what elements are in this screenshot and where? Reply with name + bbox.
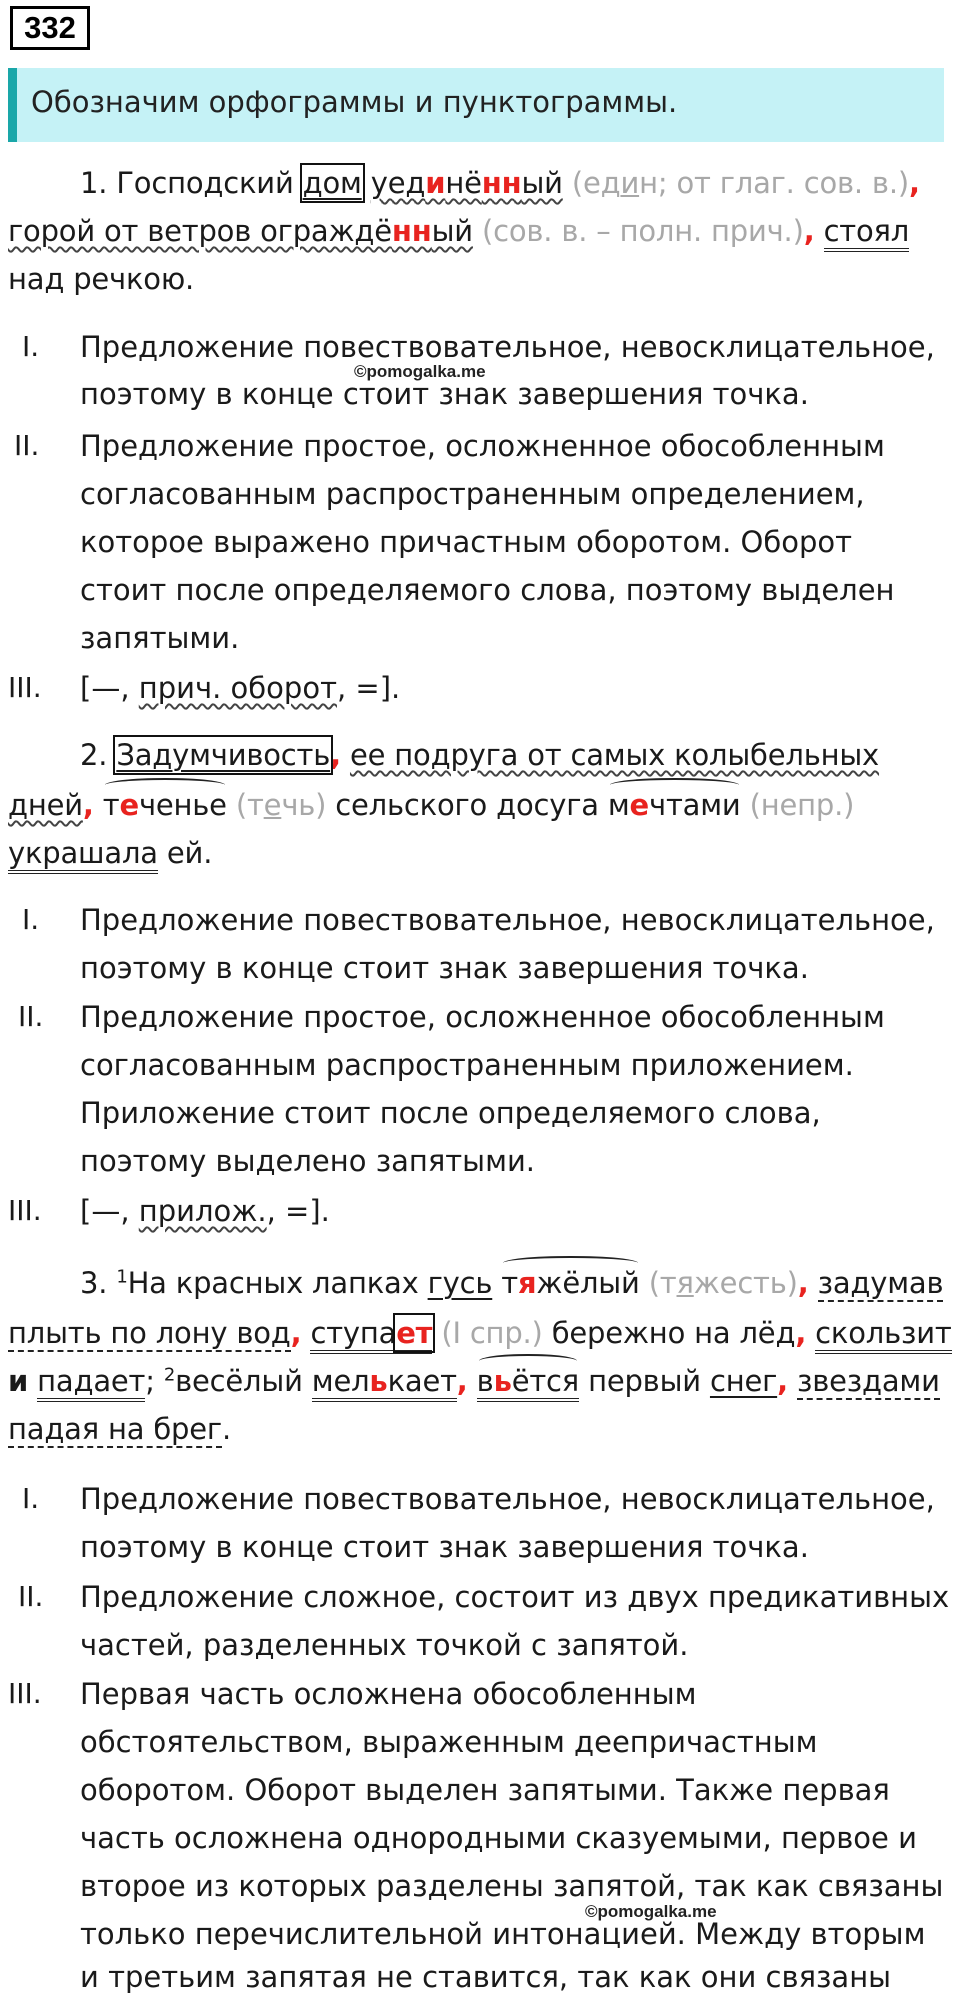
analysis-text: поэтому в конце стоит знак завершения точка. bbox=[80, 377, 809, 411]
part-index: 1 bbox=[116, 1266, 128, 1288]
predicate-word: стоял bbox=[824, 214, 910, 252]
analysis-text: часть осложнена однородными сказуемыми, первое и bbox=[80, 1821, 917, 1855]
roman-numeral: III. bbox=[8, 1194, 42, 1227]
analysis-text: Предложение простое, осложненное обособленным bbox=[80, 429, 885, 463]
semicolon: ; bbox=[145, 1364, 155, 1398]
roman-numeral: III. bbox=[8, 1677, 42, 1710]
note: (сов. в. – полн. прич.) bbox=[482, 214, 804, 248]
note: (един; от глаг. сов. в.) bbox=[571, 166, 909, 200]
word: Господский bbox=[116, 166, 294, 200]
adverbial-phrase: плыть по лону вод bbox=[8, 1316, 291, 1350]
word: На красных лапках bbox=[127, 1266, 419, 1300]
subject-word: гусь bbox=[427, 1266, 493, 1300]
roman-numeral: II. bbox=[18, 1580, 44, 1613]
roman-numeral: I. bbox=[22, 1482, 40, 1515]
word: первый bbox=[588, 1364, 701, 1398]
analysis-text: обстоятельством, выраженным деепричастным bbox=[80, 1725, 818, 1759]
participle-phrase: горой от ветров ограждённый bbox=[8, 214, 473, 248]
note: (непр.) bbox=[749, 788, 855, 822]
part-index: 2 bbox=[163, 1364, 176, 1386]
word: весёлый bbox=[175, 1364, 303, 1398]
comma: , bbox=[803, 214, 815, 248]
appositive-phrase: ее подруга от самых колыбельных bbox=[349, 738, 880, 772]
watermark: ©pomogalka.me bbox=[585, 1902, 717, 1921]
roman-numeral: III. bbox=[8, 671, 42, 704]
task-number: 332 bbox=[10, 6, 90, 50]
predicate-word: падает bbox=[37, 1364, 145, 1402]
analysis-text: поэтому в конце стоит знак завершения точка. bbox=[80, 1530, 809, 1564]
analysis-text: стоит после определяемого слова, поэтому выделен bbox=[80, 573, 895, 607]
word: сельского досуга bbox=[335, 788, 599, 822]
analysis-text: и третьим запятая не ставится, так как они связаны bbox=[80, 1960, 892, 1994]
note: (течь) bbox=[235, 788, 327, 822]
sentence-3-line-1 bbox=[80, 1266, 943, 1300]
predicate-word: украшала bbox=[8, 836, 158, 874]
conjunction: и bbox=[8, 1364, 29, 1398]
comma: , bbox=[330, 738, 341, 772]
sentence-1-line-3 bbox=[8, 262, 194, 296]
scheme: [—, прилож., =]. bbox=[80, 1194, 330, 1228]
analysis-text: Предложение сложное, состоит из двух предикативных bbox=[80, 1580, 950, 1614]
sentence-number: 2. bbox=[80, 738, 108, 772]
analysis-text: запятыми. bbox=[80, 621, 240, 655]
sentence-3-line-4: падая на брег. bbox=[8, 1412, 231, 1446]
note: (тяжесть) bbox=[648, 1266, 798, 1300]
analysis-text: только перечислительной интонацией. Между вторым bbox=[80, 1917, 926, 1951]
analysis-text: Первая часть осложнена обособленным bbox=[80, 1677, 697, 1711]
sentence-1-line-1 bbox=[80, 166, 920, 200]
predicate-word: скользит bbox=[815, 1316, 951, 1354]
note: (I спр.) bbox=[441, 1316, 543, 1350]
comma: , bbox=[795, 1316, 807, 1350]
participle-word: уединённый bbox=[370, 166, 563, 200]
roman-numeral: II. bbox=[14, 429, 40, 462]
adverbial-phrase: задумав bbox=[817, 1266, 944, 1300]
instruction-banner bbox=[8, 68, 944, 142]
analysis-text: поэтому выделено запятыми. bbox=[80, 1144, 536, 1178]
analysis-text: частей, разделенных точкой с запятой. bbox=[80, 1628, 689, 1662]
root-word: теченье bbox=[102, 788, 227, 822]
sentence-1-line-2 bbox=[8, 214, 909, 248]
word: бережно на лёд bbox=[551, 1316, 796, 1350]
sentence-2-line-2 bbox=[8, 788, 854, 822]
analysis-text: Приложение стоит после определяемого слова, bbox=[80, 1096, 821, 1130]
sentence-2-line-3 bbox=[8, 836, 212, 870]
sentence-3-line-3 bbox=[8, 1364, 940, 1402]
subject-word: дом bbox=[302, 166, 362, 200]
sentence-3-line-2 bbox=[8, 1316, 952, 1350]
analysis-text: Предложение повествовательное, невосклицательное, bbox=[80, 903, 935, 937]
comma: , bbox=[777, 1364, 788, 1398]
root-word: мечтами bbox=[607, 788, 741, 822]
predicate-word: вьётся bbox=[477, 1364, 579, 1402]
analysis-text: Предложение повествовательное, невосклицательное, bbox=[80, 1482, 935, 1516]
appositive-end: дней bbox=[8, 788, 83, 822]
subject-word: Задумчивость bbox=[116, 738, 331, 772]
watermark: ©pomogalka.me bbox=[354, 362, 486, 381]
banner-text: Обозначим орфограммы и пунктограммы. bbox=[31, 85, 678, 119]
sentence-number: 3. bbox=[80, 1266, 108, 1300]
roman-numeral: I. bbox=[22, 330, 40, 363]
root-word: тяжёлый bbox=[501, 1266, 640, 1300]
analysis-text: Предложение простое, осложненное обособленным bbox=[80, 1000, 885, 1034]
subject-word: снег bbox=[709, 1364, 778, 1398]
analysis-text: которое выражено причастным оборотом. Оборот bbox=[80, 525, 853, 559]
analysis-text: согласованным распространенным определением, bbox=[80, 477, 865, 511]
analysis-text: поэтому в конце стоит знак завершения точка. bbox=[80, 951, 809, 985]
roman-numeral: I. bbox=[22, 903, 40, 936]
comma: , bbox=[908, 166, 920, 200]
predicate-word: ступает bbox=[310, 1316, 432, 1354]
analysis-text: согласованным распространенным приложением. bbox=[80, 1048, 854, 1082]
roman-numeral: II. bbox=[18, 1000, 44, 1033]
sentence-number: 1. bbox=[80, 166, 108, 200]
word: над речкою. bbox=[8, 262, 195, 296]
comma: , bbox=[290, 1316, 302, 1350]
scheme: [—, прич. оборот, =]. bbox=[80, 671, 401, 705]
adverbial-phrase: звездами bbox=[797, 1364, 940, 1398]
comma: , bbox=[456, 1364, 468, 1398]
analysis-text: оборотом. Оборот выделен запятыми. Также первая bbox=[80, 1773, 890, 1807]
adverbial-phrase: падая на брег bbox=[8, 1412, 222, 1446]
comma: , bbox=[797, 1266, 809, 1300]
word: ей. bbox=[166, 836, 213, 870]
analysis-text: второе из которых разделены запятой, так как связаны bbox=[80, 1869, 944, 1903]
analysis-text: Предложение повествовательное, невосклицательное, bbox=[80, 330, 935, 364]
sentence-2-line-1 bbox=[80, 738, 879, 772]
comma: , bbox=[82, 788, 94, 822]
predicate-word: мелькает bbox=[312, 1364, 457, 1402]
